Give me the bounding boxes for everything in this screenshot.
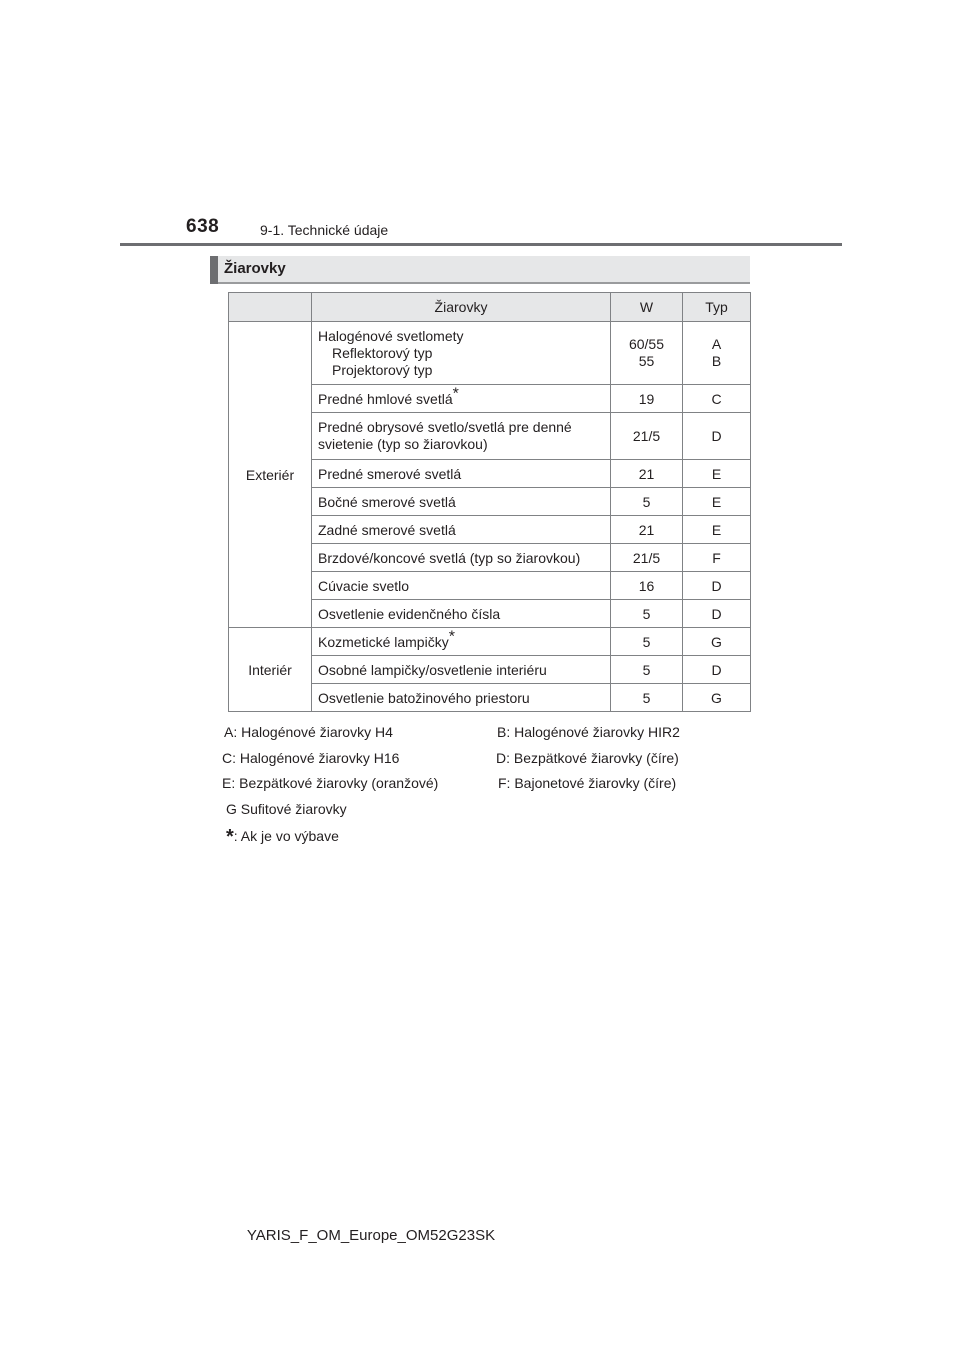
header-rule	[120, 243, 842, 246]
bulb-name-text: Halogénové svetlomety	[318, 327, 464, 344]
legend-c: C: Halogénové žiarovky H16	[222, 750, 400, 766]
bulb-type	[683, 322, 751, 385]
watts-value: 60/55	[628, 336, 665, 352]
heading-title: Žiarovky	[224, 260, 286, 277]
bulb-name: Predné smerové svetlá	[312, 460, 611, 488]
bulb-type: E	[683, 460, 751, 488]
bulb-type: D	[683, 600, 751, 628]
bulb-name: Brzdové/koncové svetlá (typ so žiarovkou)	[312, 544, 611, 572]
bulb-name	[312, 385, 611, 413]
heading-bar	[210, 256, 750, 284]
bulb-name	[312, 628, 611, 656]
header-type: Typ	[683, 293, 751, 322]
header-watts: W	[611, 293, 683, 322]
bulb-name-text: Kozmetické lampičky	[318, 633, 449, 650]
legend-a: A: Halogénové žiarovky H4	[224, 724, 393, 740]
optional-marker: *	[448, 627, 455, 645]
group-interior: Interiér	[229, 628, 312, 712]
table-row	[229, 628, 751, 656]
bulb-watts: 21	[611, 516, 683, 544]
legend-e: E: Bezpätkové žiarovky (oranžové)	[222, 775, 439, 791]
legend-footnote	[226, 826, 339, 849]
bulb-subtype: Reflektorový typ	[332, 344, 433, 361]
table-header-row	[229, 293, 751, 322]
group-exterior: Exteriér	[229, 322, 312, 628]
bulb-name: Bočné smerové svetlá	[312, 488, 611, 516]
legend-f: F: Bajonetové žiarovky (číre)	[498, 775, 677, 791]
bulb-name: Osvetlenie evidenčného čísla	[312, 600, 611, 628]
legend-b: B: Halogénové žiarovky HIR2	[497, 724, 680, 740]
bulb-name: Zadné smerové svetlá	[312, 516, 611, 544]
bulb-watts	[611, 322, 683, 385]
bulb-name: Osvetlenie batožinového priestoru	[312, 684, 611, 712]
bulb-name-text: Predné hmlové svetlá	[318, 390, 453, 407]
bulb-name: Predné obrysové svetlo/svetlá pre denné svietenie (typ so žiarovkou)	[312, 413, 611, 460]
header-group	[229, 293, 312, 322]
bulb-type: C	[683, 385, 751, 413]
footnote-text: : Ak je vo výbave	[233, 828, 339, 844]
bulb-type: D	[683, 656, 751, 684]
heading-tab	[210, 256, 218, 284]
footnote-star: *	[226, 826, 234, 848]
bulb-table	[228, 292, 751, 712]
bulb-type: D	[683, 413, 751, 460]
bulb-watts: 5	[611, 600, 683, 628]
bulb-watts: 21	[611, 460, 683, 488]
bulb-watts: 5	[611, 656, 683, 684]
bulb-type: E	[683, 516, 751, 544]
bulb-watts: 21/5	[611, 413, 683, 460]
optional-marker: *	[452, 384, 459, 402]
bulb-watts: 19	[611, 385, 683, 413]
bulb-watts: 5	[611, 628, 683, 656]
bulb-watts: 5	[611, 684, 683, 712]
section-title: 9-1. Technické údaje	[260, 222, 389, 238]
page-number: 638	[186, 216, 220, 237]
document-footer: YARIS_F_OM_Europe_OM52G23SK	[246, 1227, 496, 1244]
bulb-type: D	[683, 572, 751, 600]
bulb-watts: 21/5	[611, 544, 683, 572]
legend-g: G Sufitové žiarovky	[226, 801, 347, 817]
bulb-type: G	[683, 628, 751, 656]
bulb-name	[312, 322, 611, 385]
bulb-subtype: Projektorový typ	[332, 361, 433, 378]
bulb-type: E	[683, 488, 751, 516]
watts-value: 55	[638, 353, 655, 369]
bulb-watts: 5	[611, 488, 683, 516]
type-value: B	[711, 353, 722, 369]
bulb-name: Cúvacie svetlo	[312, 572, 611, 600]
bulb-name: Osobné lampičky/osvetlenie interiéru	[312, 656, 611, 684]
table-row	[229, 322, 751, 385]
header-bulbs: Žiarovky	[312, 293, 611, 322]
bulb-type: G	[683, 684, 751, 712]
legend-d: D: Bezpätkové žiarovky (číre)	[496, 750, 679, 766]
bulb-watts: 16	[611, 572, 683, 600]
type-value: A	[711, 336, 722, 352]
bulb-type: F	[683, 544, 751, 572]
